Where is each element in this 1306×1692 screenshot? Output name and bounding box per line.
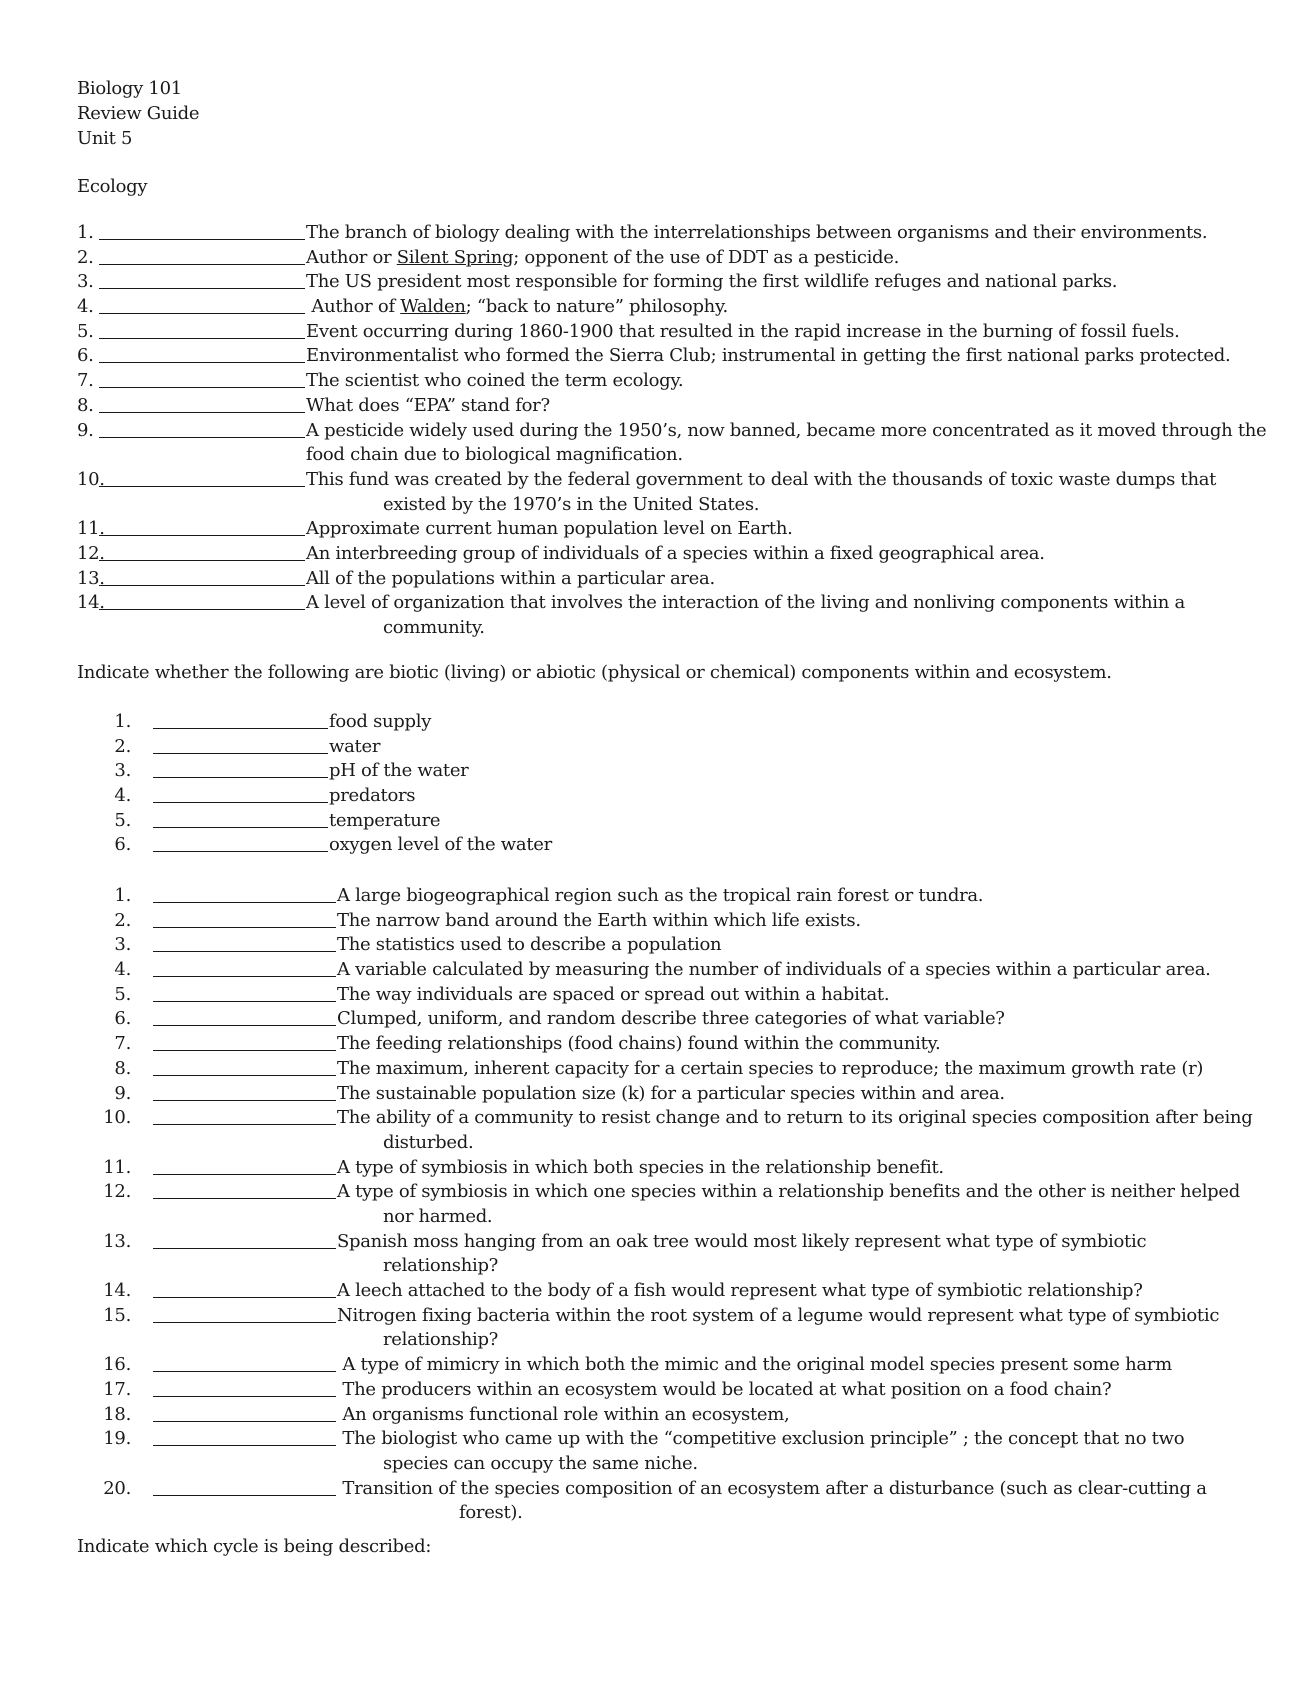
answer-blank[interactable]	[153, 777, 328, 778]
item-description: Transition of the species composition of an ecosystem after a disturbance (such as clear-cutting a	[337, 1477, 1207, 1499]
answer-blank[interactable]	[99, 313, 305, 314]
item-description-continued: nor harmed.	[383, 1205, 493, 1227]
answer-blank[interactable]	[153, 1050, 336, 1051]
item-description: Spanish moss hanging from an oak tree would most likely represent what type of symbiotic	[337, 1230, 1147, 1252]
answer-blank[interactable]	[99, 609, 305, 610]
item-description-continued: relationship?	[383, 1329, 499, 1351]
item-description-continued: forest).	[459, 1502, 523, 1524]
biotic-abiotic-instruction: Indicate whether the following are biotic (living) or abiotic (physical or chemical) components within and ecosystem.	[77, 662, 1112, 683]
item-description: An interbreeding group of individuals of a species within a fixed geographical area.	[306, 542, 1045, 564]
answer-blank[interactable]	[153, 1445, 336, 1446]
answer-blank[interactable]	[153, 1322, 336, 1323]
answer-blank[interactable]	[153, 1297, 336, 1298]
answer-blank[interactable]	[153, 728, 328, 729]
answer-blank[interactable]	[153, 1396, 336, 1397]
item-number: 15.	[103, 1304, 131, 1326]
item-number: 12.	[103, 1181, 131, 1203]
item-number: 5.	[114, 809, 131, 831]
item-description: An organisms functional role within an ecosystem,	[337, 1403, 790, 1425]
item-description: A pesticide widely used during the 1950’s, now banned, became more concentrated as it moved through the	[306, 419, 1267, 441]
item-number: 3.	[114, 760, 131, 782]
item-number: 6.	[114, 834, 131, 856]
answer-blank[interactable]	[99, 239, 305, 240]
item-description: What does “EPA” stand for?	[306, 394, 550, 416]
unit-label: Unit 5	[77, 128, 133, 149]
answer-blank[interactable]	[99, 535, 305, 536]
item-description: food supply	[329, 711, 432, 732]
answer-blank[interactable]	[99, 437, 305, 438]
item-description: Environmentalist who formed the Sierra Club; instrumental in getting the first national parks protected.	[306, 345, 1231, 367]
item-description: A leech attached to the body of a fish would represent what type of symbiotic relationship?	[337, 1280, 1143, 1302]
item-number: 14.	[77, 592, 105, 614]
item-description: A large biogeographical region such as the tropical rain forest or tundra.	[337, 885, 984, 906]
answer-blank[interactable]	[153, 1174, 336, 1175]
item-number: 1.	[114, 885, 131, 906]
item-number: 3.	[77, 271, 94, 293]
item-number: 6.	[114, 1008, 131, 1030]
item-description: pH of the water	[329, 760, 469, 782]
item-description: A type of symbiosis in which one species within a relationship benefits and the other is neither helped	[337, 1181, 1240, 1203]
item-description: The scientist who coined the term ecology.	[306, 370, 684, 392]
answer-blank[interactable]	[153, 1371, 336, 1372]
item-description: The ability of a community to resist change and to return to its original species composition after being	[337, 1107, 1253, 1129]
item-description-continued: species can occupy the same niche.	[383, 1452, 698, 1474]
item-description: oxygen level of the water	[329, 834, 552, 856]
description-text: Author or	[306, 246, 397, 268]
item-number: 2.	[114, 735, 131, 757]
item-description-continued: food chain due to biological magnification.	[306, 444, 683, 466]
item-description: The narrow band around the Earth within which life exists.	[337, 909, 861, 931]
item-description: water	[329, 735, 381, 757]
item-number: 14.	[103, 1280, 131, 1302]
item-number: 9.	[114, 1082, 131, 1104]
item-number: 13.	[103, 1230, 131, 1252]
answer-blank[interactable]	[99, 264, 305, 265]
item-number: 8.	[77, 394, 94, 416]
item-number: 11.	[77, 518, 105, 540]
item-number: 3.	[114, 934, 131, 956]
answer-blank[interactable]	[153, 1248, 336, 1249]
answer-blank[interactable]	[153, 1075, 336, 1076]
description-text: ; opponent of the use of DDT as a pesticide.	[513, 246, 900, 268]
item-number: 4.	[114, 959, 131, 981]
item-number: 4.	[114, 785, 131, 807]
item-description: predators	[329, 785, 416, 807]
item-number: 7.	[77, 370, 94, 392]
answer-blank[interactable]	[99, 560, 305, 561]
description-text: Author of	[306, 296, 401, 318]
answer-blank[interactable]	[99, 362, 305, 363]
answer-blank[interactable]	[99, 585, 305, 586]
document-header	[77, 76, 199, 151]
answer-blank[interactable]	[99, 412, 305, 413]
item-description: The way individuals are spaced or spread out within a habitat.	[337, 983, 890, 1005]
item-description: Clumped, uniform, and random describe three categories of what variable?	[337, 1008, 1005, 1030]
answer-blank[interactable]	[99, 338, 305, 339]
item-number: 1.	[77, 222, 94, 243]
item-description: A variable calculated by measuring the number of individuals of a species within a particular area.	[337, 959, 1211, 981]
answer-blank[interactable]	[153, 976, 336, 977]
item-description: The maximum, inherent capacity for a certain species to reproduce; the maximum growth rate (r)	[337, 1057, 1204, 1079]
answer-blank[interactable]	[153, 1001, 336, 1002]
item-description-continued: community.	[383, 617, 485, 639]
item-description-continued: existed by the 1970’s in the United States.	[383, 493, 760, 515]
item-number: 7.	[114, 1033, 131, 1055]
item-number: 9.	[77, 419, 94, 441]
cycle-instruction: Indicate which cycle is being described:	[77, 1536, 432, 1557]
item-description: The sustainable population size (k) for a particular species within and area.	[337, 1082, 1005, 1104]
item-description: temperature	[329, 809, 441, 831]
item-description: A type of mimicry in which both the mimic and the original model species present some harm	[337, 1354, 1172, 1376]
item-description: The US president most responsible for forming the first wildlife refuges and national parks.	[306, 271, 1118, 293]
item-number: 5.	[114, 983, 131, 1005]
answer-blank[interactable]	[153, 1100, 336, 1101]
item-description: The branch of biology dealing with the interrelationships between organisms and their environments.	[306, 222, 1208, 243]
item-description: Nitrogen fixing bacteria within the root system of a legume would represent what type of symbiotic	[337, 1304, 1220, 1326]
document-title: Review Guide	[77, 103, 200, 124]
answer-blank[interactable]	[153, 1495, 336, 1496]
item-description: The feeding relationships (food chains) found within the community.	[337, 1033, 941, 1055]
item-number: 1.	[114, 711, 131, 732]
answer-blank[interactable]	[153, 1198, 336, 1199]
answer-blank[interactable]	[153, 902, 336, 903]
item-number: 16.	[103, 1354, 131, 1376]
item-number: 12.	[77, 542, 105, 564]
answer-blank[interactable]	[99, 288, 305, 289]
answer-blank[interactable]	[153, 1025, 336, 1026]
item-description: All of the populations within a particular area.	[306, 567, 715, 589]
item-description: A level of organization that involves the interaction of the living and nonliving components within a	[306, 592, 1185, 614]
item-description: The biologist who came up with the “competitive exclusion principle” ; the concept that no two	[337, 1428, 1185, 1450]
item-description: Event occurring during 1860-1900 that resulted in the rapid increase in the burning of fossil fuels.	[306, 320, 1180, 342]
answer-blank[interactable]	[153, 753, 328, 754]
item-description: This fund was created by the federal government to deal with the thousands of toxic waste dumps that	[306, 468, 1217, 490]
item-description: The statistics used to describe a population	[337, 934, 722, 956]
description-text: ; “back to nature” philosophy.	[465, 296, 728, 318]
item-number: 10.	[103, 1107, 131, 1129]
course-name: Biology 101	[77, 78, 182, 99]
item-description	[306, 295, 728, 320]
item-number: 11.	[103, 1156, 131, 1178]
item-description-continued: relationship?	[383, 1255, 499, 1277]
answer-blank[interactable]	[153, 827, 328, 828]
item-number: 8.	[114, 1057, 131, 1079]
answer-blank[interactable]	[99, 486, 305, 487]
book-title: Walden	[400, 296, 466, 318]
item-number: 19.	[103, 1428, 131, 1450]
answer-blank[interactable]	[99, 387, 305, 388]
answer-blank[interactable]	[153, 951, 336, 952]
item-number: 10.	[77, 468, 105, 490]
item-description	[306, 246, 899, 271]
item-description: The producers within an ecosystem would be located at what position on a food chain?	[337, 1378, 1112, 1400]
item-number: 2.	[77, 246, 94, 268]
item-description: A type of symbiosis in which both species in the relationship benefit.	[337, 1156, 944, 1178]
section-heading: Ecology	[77, 176, 148, 197]
answer-blank[interactable]	[153, 1124, 336, 1125]
answer-blank[interactable]	[153, 802, 328, 803]
answer-blank[interactable]	[153, 851, 328, 852]
item-number: 18.	[103, 1403, 131, 1425]
answer-blank[interactable]	[153, 927, 336, 928]
item-number: 2.	[114, 909, 131, 931]
item-number: 17.	[103, 1378, 131, 1400]
item-number: 5.	[77, 320, 94, 342]
item-number: 20.	[103, 1477, 131, 1499]
item-description: Approximate current human population level on Earth.	[306, 518, 793, 540]
book-title: Silent Spring	[396, 246, 514, 268]
item-description-continued: disturbed.	[383, 1131, 474, 1153]
answer-blank[interactable]	[153, 1421, 336, 1422]
item-number: 13.	[77, 567, 105, 589]
item-number: 4.	[77, 296, 94, 318]
item-number: 6.	[77, 345, 94, 367]
